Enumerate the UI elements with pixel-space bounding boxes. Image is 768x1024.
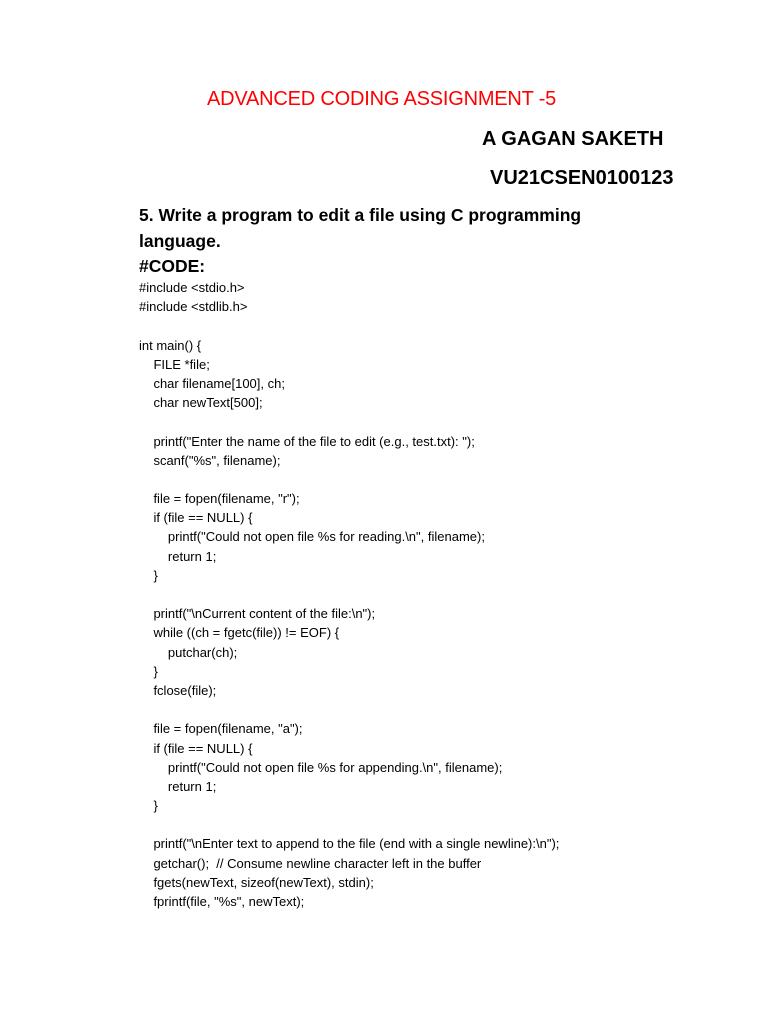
code-line: fclose(file); <box>139 682 217 698</box>
question-text: 5. Write a program to edit a file using C programming language. <box>139 205 582 251</box>
code-line: printf("\nEnter text to append to the file (end with a single newline):\n"); <box>139 836 560 852</box>
author-name: A GAGAN SAKETH <box>482 128 664 150</box>
code-line: fprintf(file, "%s", newText); <box>139 894 305 909</box>
code-line: printf("Enter the name of the file to edit (e.g., test.txt): "); <box>139 433 475 449</box>
code-line: if (file == NULL) { <box>139 740 253 756</box>
roll-number: VU21CSEN0100123 <box>490 167 674 189</box>
code-line: #include <stdlib.h> <box>139 299 248 315</box>
code-line: return 1; <box>139 778 217 794</box>
code-line: fgets(newText, sizeof(newText), stdin); <box>139 874 374 890</box>
code-line: scanf("%s", filename); <box>139 452 281 468</box>
code-line <box>139 316 559 335</box>
code-line: printf("Could not open file %s for appending.\n", filename); <box>139 759 503 775</box>
document-title: ADVANCED CODING ASSIGNMENT -5 <box>207 88 557 110</box>
code-line: } <box>139 663 158 679</box>
code-line <box>139 815 559 834</box>
code-line: putchar(ch); <box>139 644 238 660</box>
code-line: int main() { <box>139 337 202 353</box>
code-line: return 1; <box>139 548 217 564</box>
code-heading: #CODE: <box>139 256 206 276</box>
code-line: #include <stdio.h> <box>139 280 245 295</box>
code-line <box>139 412 559 431</box>
code-block <box>139 278 559 911</box>
code-line: FILE *file; <box>139 356 210 372</box>
code-line: printf("\nCurrent content of the file:\n"); <box>139 606 376 622</box>
code-line: } <box>139 567 158 583</box>
code-line: printf("Could not open file %s for reading.\n", filename); <box>139 529 485 545</box>
code-line: } <box>139 798 158 814</box>
code-line <box>139 470 559 489</box>
code-line <box>139 700 559 719</box>
code-line: if (file == NULL) { <box>139 510 253 526</box>
code-line <box>139 585 559 604</box>
code-line: file = fopen(filename, "a"); <box>139 721 303 737</box>
code-line: char filename[100], ch; <box>139 375 285 391</box>
code-line: while ((ch = fgetc(file)) != EOF) { <box>139 625 340 641</box>
code-line: file = fopen(filename, "r"); <box>139 491 300 507</box>
code-line: getchar(); // Consume newline character left in the buffer <box>139 855 482 871</box>
code-line: char newText[500]; <box>139 395 263 411</box>
